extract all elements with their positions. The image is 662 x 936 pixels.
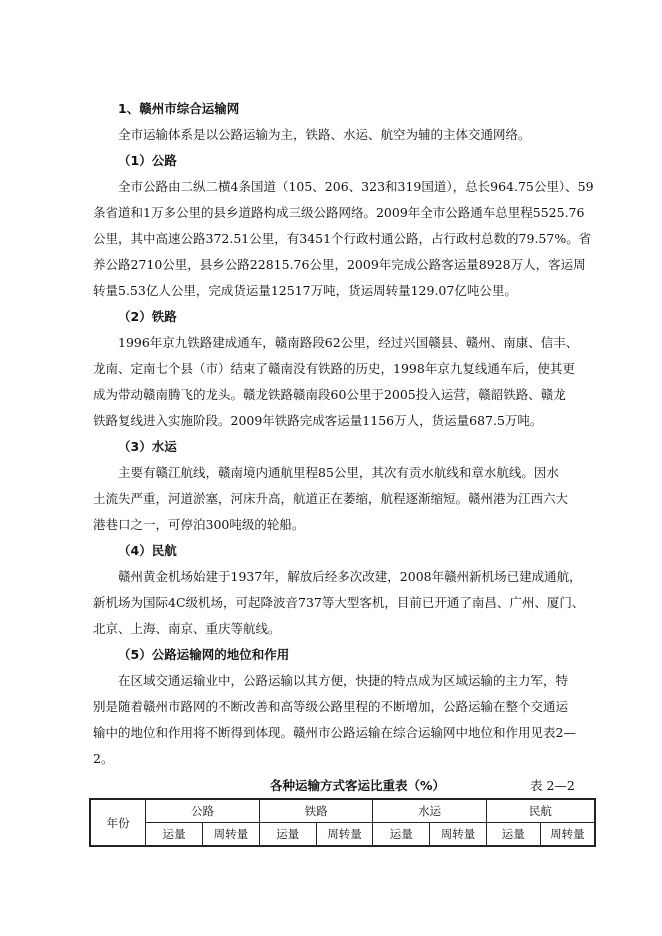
- subsection-heading-water: （3）水运: [118, 439, 177, 454]
- paragraph-line: 全市公路由二纵二横4条国道（105、206、323和319国道），总长964.75公里）、59: [118, 179, 594, 194]
- mode-header-water: 水运: [373, 799, 487, 823]
- subheader-volume: 运量: [259, 823, 316, 847]
- subheader-volume: 运量: [373, 823, 430, 847]
- subheader-volume: 运量: [146, 823, 203, 847]
- paragraph-line: 条省道和1万多公里的县乡道路构成三级公路网络。2009年全市公路通车总里程5525.76: [93, 205, 585, 220]
- subsection-heading-rail: （2）铁路: [118, 309, 177, 324]
- paragraph-line: 养公路2710公里，县乡公路22815.76公里，2009年完成公路客运量8928万人，客运周: [93, 257, 586, 272]
- paragraph-line: 转量5.53亿人公里，完成货运量12517万吨，货运周转量129.07亿吨公里。: [93, 283, 517, 298]
- subsection-heading-roads: （1）公路: [118, 153, 177, 168]
- subsection-heading-role: （5）公路运输网的地位和作用: [118, 647, 290, 662]
- passenger-share-table: [89, 798, 596, 847]
- subheader-volume: 运量: [486, 823, 540, 847]
- subheader-turnover: 周转量: [316, 823, 373, 847]
- paragraph-line: 输中的地位和作用将不断得到体现。赣州市公路运输在综合运输网中地位和作用见表2—: [93, 725, 576, 740]
- section-heading: 1、赣州市综合运输网: [118, 101, 240, 116]
- mode-header-aviation: 民航: [486, 799, 595, 823]
- subheader-turnover: 周转量: [203, 823, 260, 847]
- paragraph-line: 别是随着赣州市路网的不断改善和高等级公路里程的不断增加，公路运输在整个交通运: [93, 699, 569, 714]
- subheader-turnover: 周转量: [430, 823, 487, 847]
- paragraph-line: 新机场为国际4C级机场，可起降波音737等大型客机，目前已开通了南昌、广州、厦门、: [93, 595, 585, 610]
- table-subheader-row: [90, 823, 595, 847]
- subheader-turnover: 周转量: [540, 823, 595, 847]
- paragraph-line: 龙南、定南七个县（市）结束了赣南没有铁路的历史，1998年京九复线通车后，使其更: [93, 361, 575, 376]
- paragraph-line: 2。: [93, 751, 114, 766]
- subsection-heading-aviation: （4）民航: [118, 543, 177, 558]
- paragraph-line: 赣州黄金机场始建于1937年，解放后经多次改建，2008年赣州新机场已建成通航，: [118, 569, 582, 584]
- paragraph-line: 铁路复线进入实施阶段。2009年铁路完成客运量1156万人，货运量687.5万吨。: [93, 413, 543, 428]
- table-header-row: [90, 799, 595, 823]
- paragraph-line: 成为带动赣南腾飞的龙头。赣龙铁路赣南段60公里于2005投入运营，赣韶铁路、赣龙: [93, 387, 566, 402]
- paragraph-line: 公里，其中高速公路372.51公里，有3451个行政村通公路，占行政村总数的79.57%。省: [93, 231, 592, 246]
- mode-header-road: 公路: [146, 799, 260, 823]
- mode-header-rail: 铁路: [259, 799, 373, 823]
- paragraph-line: 全市运输体系是以公路运输为主，铁路、水运、航空为辅的主体交通网络。: [118, 127, 531, 142]
- paragraph-line: 在区域交通运输业中，公路运输以其方便，快捷的特点成为区域运输的主力军，特: [118, 673, 569, 688]
- paragraph-line: 1996年京九铁路建成通车，赣南路段62公里，经过兴国赣县、赣州、南康、信丰、: [118, 335, 579, 350]
- table-title: 各种运输方式客运比重表（%）: [270, 778, 446, 793]
- year-column-header: 年份: [90, 799, 146, 846]
- table-number: 表 2—2: [530, 778, 575, 793]
- paragraph-line: 北京、上海、南京、重庆等航线。: [93, 621, 281, 636]
- paragraph-line: 土流失严重，河道淤塞，河床升高，航道正在萎缩，航程逐渐缩短。赣州港为江西六大: [93, 491, 569, 506]
- paragraph-line: 主要有赣江航线，赣南境内通航里程85公里，其次有贡水航线和章水航线。因水: [118, 465, 559, 480]
- paragraph-line: 港巷口之一，可停泊300吨级的轮船。: [93, 517, 305, 532]
